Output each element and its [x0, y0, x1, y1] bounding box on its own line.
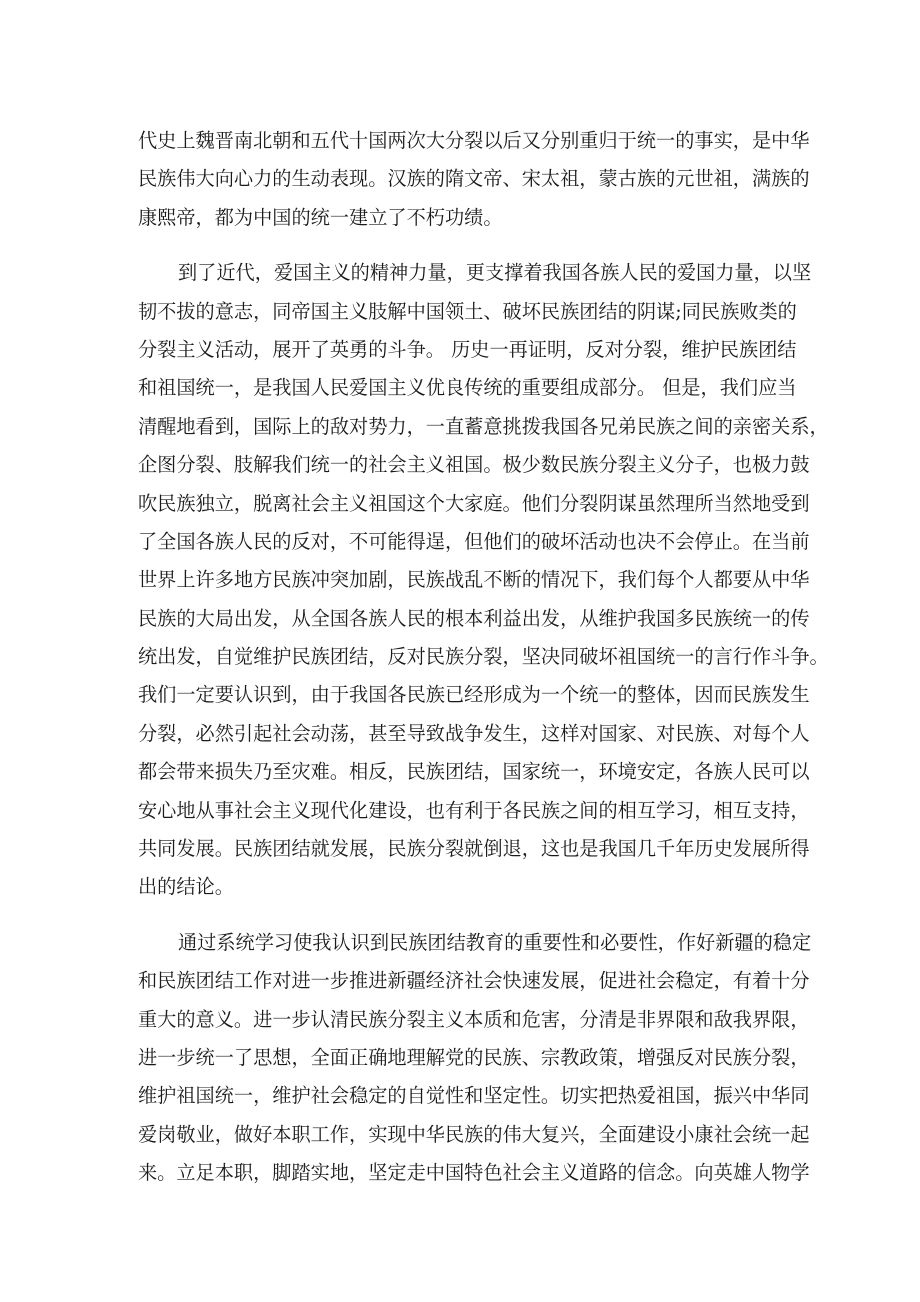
text-line: 出的结论。 — [138, 875, 234, 899]
text-line: 都会带来损失乃至灾难。相反，民族团结，国家统一，环境安定，各族人民可以 — [138, 760, 810, 784]
text-line: 清醒地看到，国际上的敌对势力，一直蓄意挑拨我国各兄弟民族之间的亲密关系， — [138, 414, 829, 438]
text-line: 和祖国统一，是我国人民爱国主义优良传统的重要组成部分。 但是，我们应当 — [138, 376, 797, 400]
text-line: 和民族团结工作对进一步推进新疆经济社会快速发展，促进社会稳定，有着十分 — [138, 969, 810, 993]
paragraph-3 — [138, 924, 812, 1193]
paragraph-1 — [138, 122, 810, 237]
text-line: 分裂，必然引起社会动荡，甚至导致战争发生，这样对国家、对民族、对每个人 — [138, 721, 810, 745]
text-line: 重大的意义。进一步认清民族分裂主义本质和危害，分清是非界限和敌我界限， — [138, 1007, 810, 1031]
text-line: 维护祖国统一，维护社会稳定的自觉性和坚定性。切实把热爱祖国，振兴中华同 — [138, 1084, 810, 1108]
text-line: 吹民族独立，脱离社会主义祖国这个大家庭。他们分裂阴谋虽然理所当然地受到 — [138, 491, 810, 515]
text-line: 企图分裂、肢解我们统一的社会主义祖国。极少数民族分裂主义分子，也极力鼓 — [138, 453, 810, 477]
text-line: 民族伟大向心力的生动表现。汉族的隋文帝、宋太祖，蒙古族的元世祖，满族的 — [138, 167, 810, 191]
text-line: 代史上魏晋南北朝和五代十国两次大分裂以后又分别重归于统一的事实，是中华 — [138, 129, 810, 152]
text-line: 我们一定要认识到，由于我国各民族已经形成为一个统一的整体，因而民族发生 — [138, 683, 810, 707]
text-line: 来。立足本职，脚踏实地，坚定走中国特色社会主义道路的信念。向英雄人物学 — [138, 1161, 810, 1185]
text-line: 安心地从事社会主义现代化建设，也有利于各民族之间的相互学习，相互支持， — [138, 798, 810, 822]
text-line: 分裂主义活动，展开了英勇的斗争。 历史一再证明，反对分裂，维护民族团结 — [138, 337, 797, 361]
text-line: 康熙帝，都为中国的统一建立了不朽功绩。 — [138, 205, 503, 229]
text-line: 通过系统学习使我认识到民族团结教育的重要性和必要性，作好新疆的稳定 — [178, 930, 812, 954]
text-line: 民族的大局出发，从全国各族人民的根本利益出发，从维护我国多民族统一的传 — [138, 606, 810, 630]
text-line: 共同发展。民族团结就发展，民族分裂就倒退，这也是我国几千年历史发展所得 — [138, 837, 810, 861]
text-line: 韧不拔的意志，同帝国主义肢解中国领土、破坏民族团结的阴谋;同民族败类的 — [138, 299, 797, 323]
document-page — [138, 122, 829, 1210]
paragraph-2 — [138, 254, 829, 907]
text-line: 世界上许多地方民族冲突加剧，民族战乱不断的情况下，我们每个人都要从中华 — [138, 568, 810, 592]
text-line: 了全国各族人民的反对，不可能得逞，但他们的破坏活动也决不会停止。在当前 — [138, 529, 810, 553]
text-line: 到了近代，爱国主义的精神力量，更支撑着我国各族人民的爱国力量，以坚 — [178, 261, 812, 285]
text-line: 爱岗敬业，做好本职工作，实现中华民族的伟大复兴，全面建设小康社会统一起 — [138, 1122, 810, 1146]
text-line: 统出发，自觉维护民族团结，反对民族分裂，坚决同破坏祖国统一的言行作斗争。 — [138, 645, 829, 669]
text-line: 进一步统一了思想，全面正确地理解党的民族、宗教政策，增强反对民族分裂， — [138, 1045, 810, 1069]
